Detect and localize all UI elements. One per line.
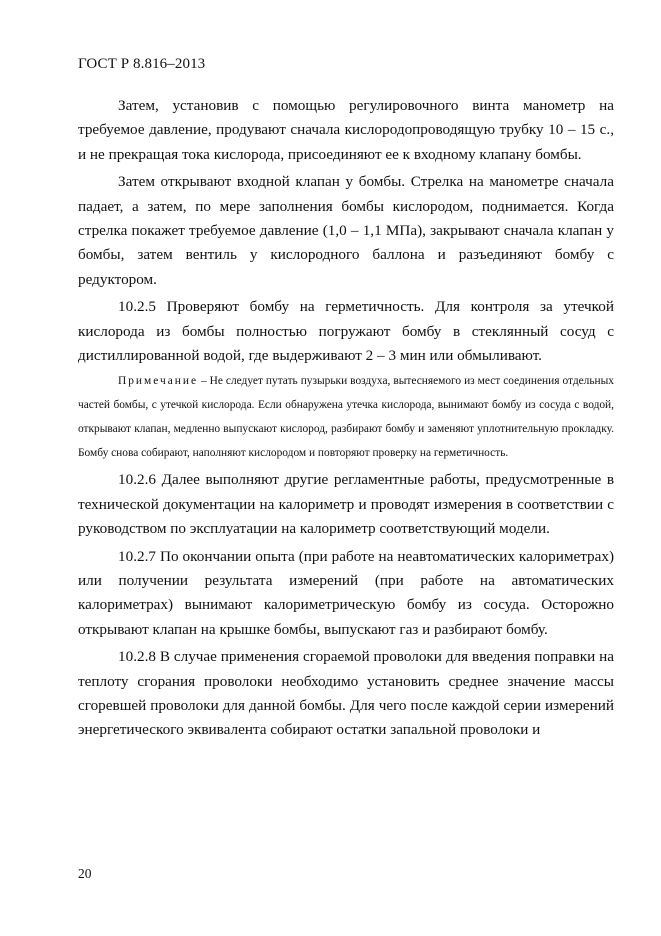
paragraph-10-2-6: 10.2.6 Далее выполняют другие регламентные работы, предусмотренные в технической документации на калориметр и проводят измерения в соответствии с руководством по эксплуатации на калориметр соответствующий модели. bbox=[78, 471, 614, 538]
paragraph-10-2-7: 10.2.7 По окончании опыта (при работе на неавтоматических калориметрах) или получении результата измерений (при работе на автоматических калориметрах) вынимают калориметрическую бомбу из сосуда. Осторожно открывают клапан на крышке бомбы, выпускают газ и разбирают бомбу. bbox=[78, 547, 614, 638]
page-number: 20 bbox=[78, 866, 92, 881]
paragraph-1: Затем, установив с помощью регулировочного винта манометр на требуемое давление, продувают сначала кислородопроводящую трубку 10 – 15 с., и не прекращая тока кислорода, присоединяют ее к входному клапану бомбы. bbox=[78, 97, 614, 163]
document-body bbox=[78, 94, 614, 743]
paragraph-10-2-5: 10.2.5 Проверяют бомбу на герметичность. Для контроля за утечкой кислорода из бомбы полностью погружают бомбу в стеклянный сосуд с дистиллированной водой, где выдерживают 2 – 3 мин или обмыливают. bbox=[78, 298, 614, 365]
note-label: Примечание bbox=[118, 375, 199, 388]
document-header: ГОСТ Р 8.816–2013 bbox=[78, 56, 206, 72]
paragraph-10-2-8: 10.2.8 В случае применения сгораемой проволоки для введения поправки на теплоту сгорания проволоки необходимо установить среднее значение массы сгоревшей проволоки для данной бомбы. Для чего после каждой серии измерений энергетического эквивалента собирают остатки запальной проволоки и bbox=[78, 648, 614, 739]
note-text: – Не следует путать пузырьки воздуха, вытесняемого из мест соединения отдельных частей бомбы, с утечкой кислорода. Если обнаружена утечка кислорода, вынимают бомбу из сосуда с водой, открывают клапан, медленно выпускают кислород, разбирают бомбу и заменяют уплотнительную прокладку. Бомбу снова собирают, наполняют кислородом и повторяют проверку на герметичность. bbox=[78, 375, 614, 459]
note-block bbox=[78, 370, 614, 465]
paragraph-2: Затем открывают входной клапан у бомбы. Стрелка на манометре сначала падает, а затем, по мере заполнения бомбы кислородом, поднимается. Когда стрелка покажет требуемое давление (1,0 – 1,1 МПа), закрывают сначала клапан у бомбы, затем вентиль у кислородного баллона и разъединяют бомбу с редуктором. bbox=[78, 173, 614, 288]
